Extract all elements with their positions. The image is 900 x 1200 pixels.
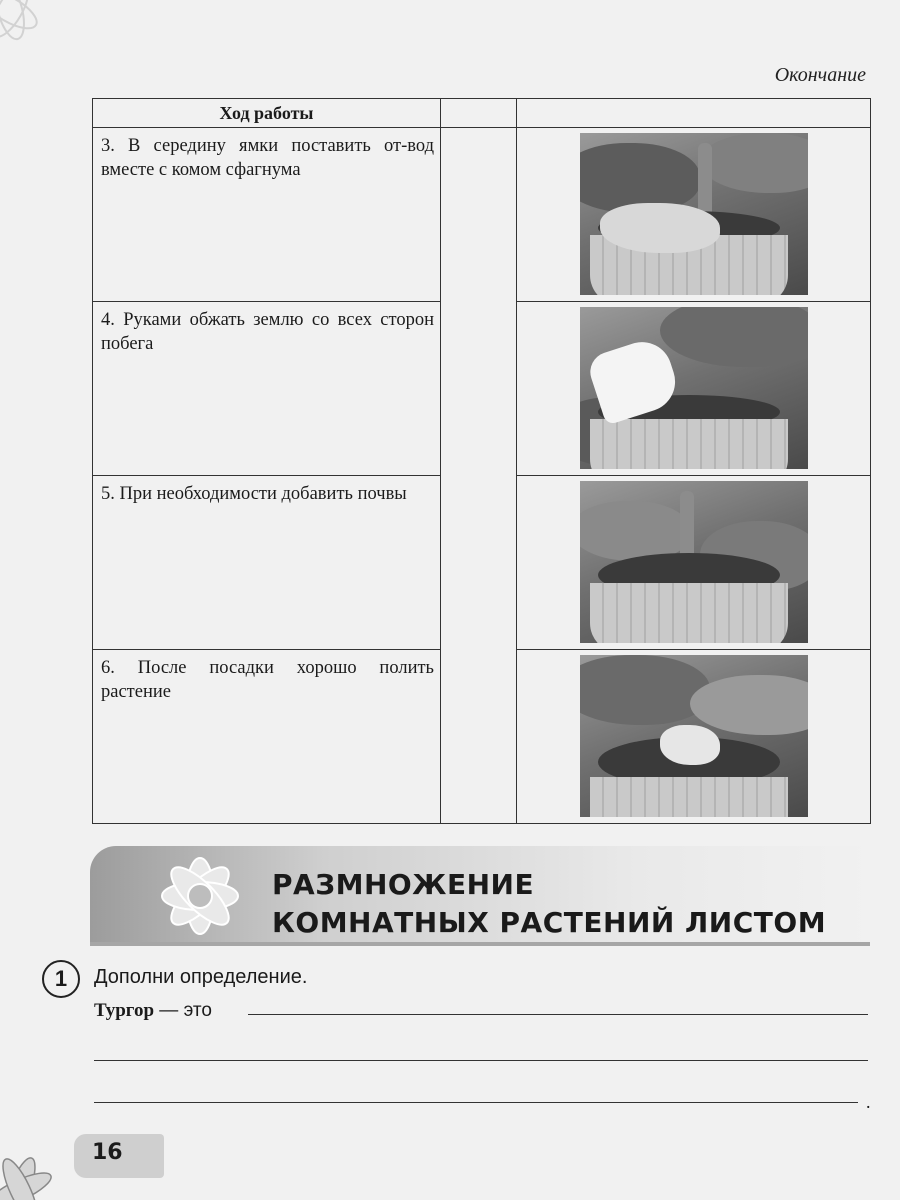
column-header-photo — [517, 99, 871, 128]
corner-flower-decoration-icon — [0, 1110, 80, 1200]
answer-period: . — [866, 1092, 871, 1112]
photo-pressing-soil-icon — [580, 655, 808, 817]
flower-decoration-icon — [130, 848, 270, 944]
section-title-line2: КОМНАТНЫХ РАСТЕНИЙ ЛИСТОМ — [272, 906, 827, 939]
definition-prompt — [94, 1000, 212, 1022]
answer-line[interactable] — [94, 1060, 868, 1061]
term-word: Тургор — [94, 1000, 155, 1021]
photo-watering-can-icon — [580, 307, 808, 469]
blank-column-cell — [441, 128, 517, 824]
table-row — [93, 128, 871, 302]
column-header-empty — [441, 99, 517, 128]
photo-placing-cutting-icon — [580, 133, 808, 295]
work-steps-table — [92, 98, 871, 824]
step-text: 5. При необходимости добавить почвы — [101, 484, 407, 504]
answer-line[interactable] — [248, 1014, 868, 1015]
photo-potted-plant-icon — [580, 481, 808, 643]
answer-line[interactable] — [94, 1102, 858, 1103]
column-header-procedure: Ход работы — [93, 99, 441, 128]
step-text: 3. В середину ямки поставить от-вод вместе с комом сфагнума — [101, 136, 434, 180]
step-text: 6. После посадки хорошо полить растение — [101, 658, 434, 702]
page-number: 16 — [92, 1140, 123, 1165]
section-title-line1: РАЗМНОЖЕНИЕ — [272, 868, 535, 901]
task-instruction: Дополни определение. — [94, 966, 308, 988]
section-banner — [90, 846, 870, 950]
continuation-label: Окончание — [774, 64, 866, 86]
task-number-badge: 1 — [42, 960, 80, 998]
term-suffix: — это — [154, 1000, 212, 1021]
step-text: 4. Руками обжать землю со всех сторон побега — [101, 310, 434, 354]
corner-flower-decoration-icon — [0, 0, 80, 90]
section-title — [272, 866, 826, 942]
